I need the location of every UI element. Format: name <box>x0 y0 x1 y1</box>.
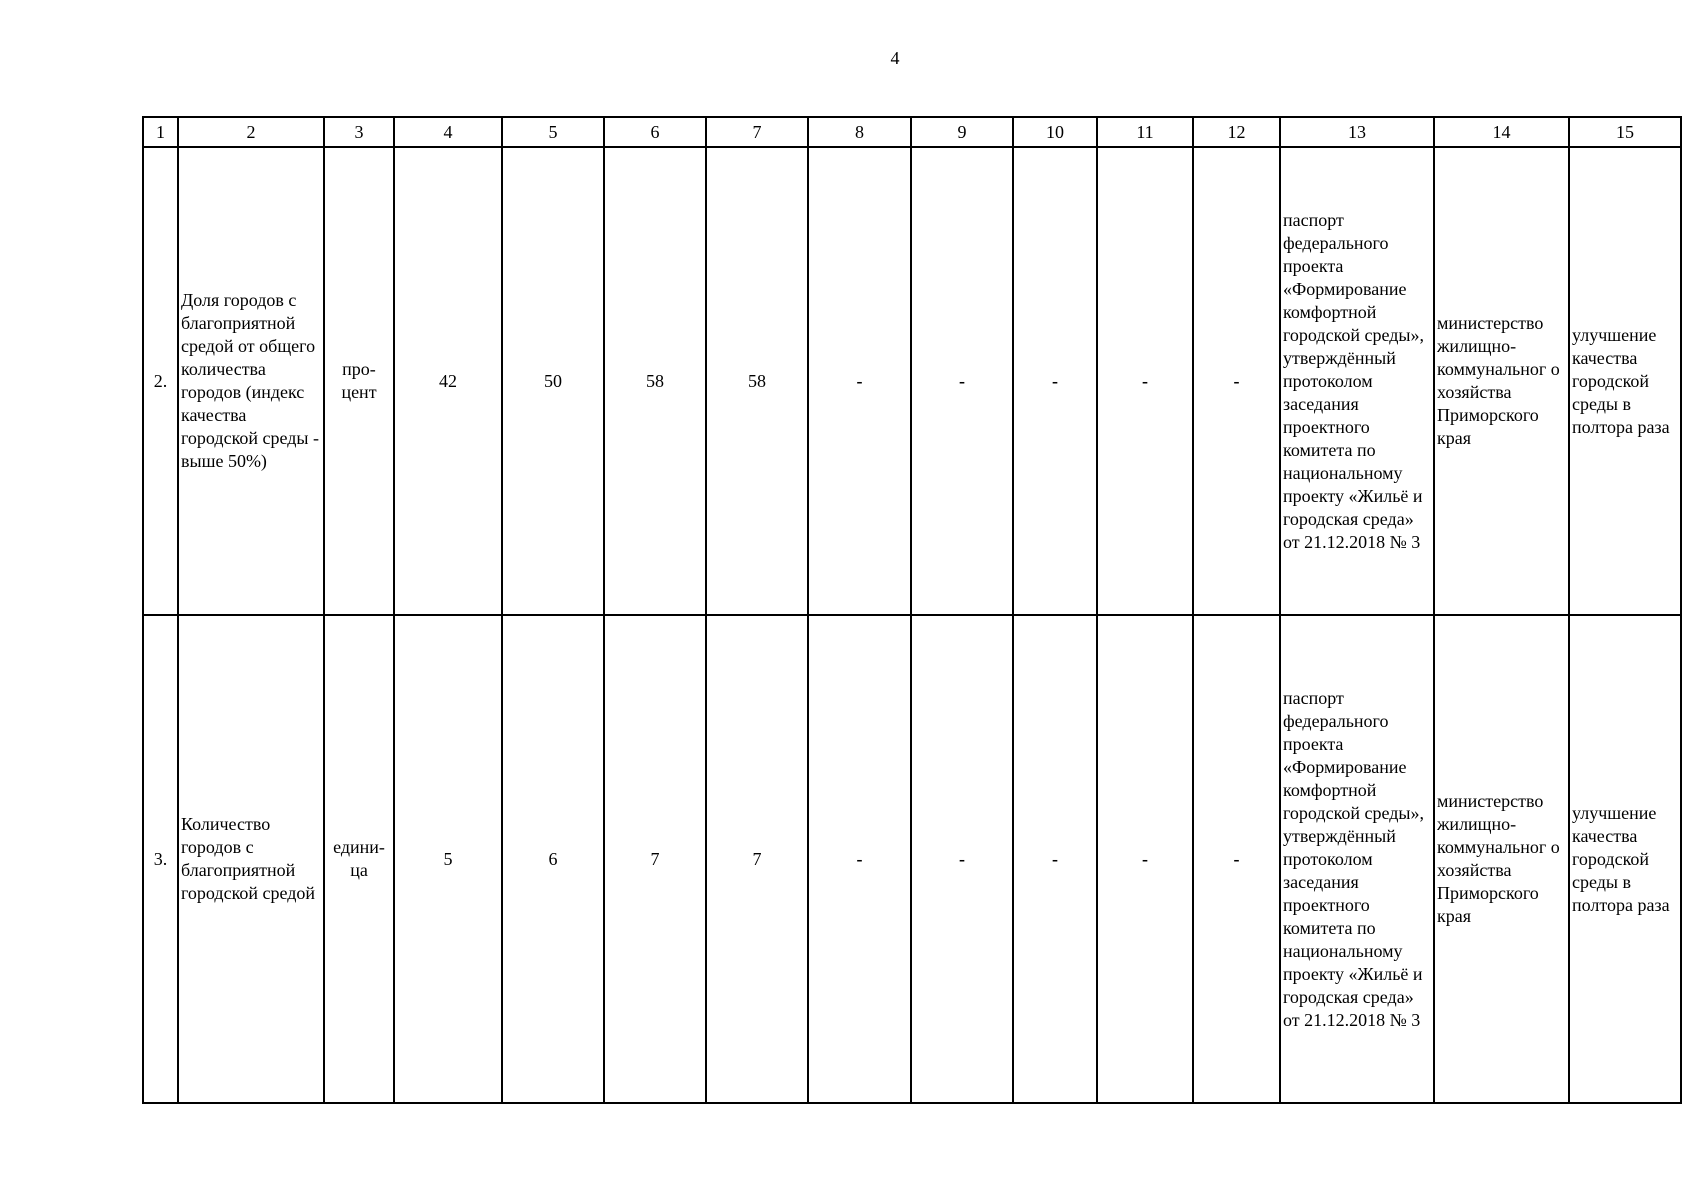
column-header: 6 <box>604 117 706 147</box>
column-header: 4 <box>394 117 502 147</box>
table-row <box>143 147 1681 615</box>
unit-text: про- цент <box>341 359 377 402</box>
page-number: 4 <box>890 48 900 68</box>
table-header-row <box>143 117 1681 147</box>
value-cell: - <box>1193 147 1280 615</box>
column-header: 14 <box>1434 117 1569 147</box>
column-header: 2 <box>178 117 324 147</box>
value-cell: 50 <box>502 147 604 615</box>
row-number: 2. <box>143 147 178 615</box>
value-cell: - <box>1097 147 1193 615</box>
responsible-body: министерство жилищно-коммунальног о хозяйства Приморского края <box>1434 147 1569 615</box>
row-number: 3. <box>143 615 178 1103</box>
column-header: 13 <box>1280 117 1434 147</box>
column-header: 5 <box>502 117 604 147</box>
column-header: 8 <box>808 117 911 147</box>
table-row <box>143 615 1681 1103</box>
value-cell: 6 <box>502 615 604 1103</box>
unit-text: едини- ца <box>333 837 385 880</box>
value-cell: - <box>1013 615 1097 1103</box>
column-header: 10 <box>1013 117 1097 147</box>
unit-of-measure <box>324 615 394 1103</box>
indicator-name: Количество городов с благоприятной городской средой <box>178 615 324 1103</box>
column-header: 12 <box>1193 117 1280 147</box>
value-cell: 58 <box>706 147 808 615</box>
value-cell: - <box>1097 615 1193 1103</box>
column-header: 1 <box>143 117 178 147</box>
value-cell: 7 <box>604 615 706 1103</box>
column-header: 3 <box>324 117 394 147</box>
responsible-body: министерство жилищно-коммунальног о хозяйства Приморского края <box>1434 615 1569 1103</box>
value-cell: - <box>1013 147 1097 615</box>
value-cell: 58 <box>604 147 706 615</box>
value-cell: - <box>911 615 1013 1103</box>
value-cell: - <box>808 147 911 615</box>
column-header: 7 <box>706 117 808 147</box>
source-document: паспорт федерального проекта «Формирование комфортной городской среды», утверждённый протоколом заседания проектного комитета по национальному проекту «Жильё и городская среда» от 21.12.2018 № 3 <box>1280 147 1434 615</box>
value-cell: - <box>808 615 911 1103</box>
expected-result: улучшение качества городской среды в полтора раза <box>1569 147 1681 615</box>
value-cell: 42 <box>394 147 502 615</box>
column-header: 11 <box>1097 117 1193 147</box>
unit-of-measure <box>324 147 394 615</box>
source-document: паспорт федерального проекта «Формирование комфортной городской среды», утверждённый протоколом заседания проектного комитета по национальному проекту «Жильё и городская среда» от 21.12.2018 № 3 <box>1280 615 1434 1103</box>
value-cell: - <box>1193 615 1280 1103</box>
expected-result: улучшение качества городской среды в полтора раза <box>1569 615 1681 1103</box>
value-cell: 7 <box>706 615 808 1103</box>
indicators-table <box>142 116 1682 1104</box>
column-header: 9 <box>911 117 1013 147</box>
value-cell: - <box>911 147 1013 615</box>
indicator-name: Доля городов с благоприятной средой от общего количества городов (индекс качества городской среды - выше 50%) <box>178 147 324 615</box>
value-cell: 5 <box>394 615 502 1103</box>
column-header: 15 <box>1569 117 1681 147</box>
